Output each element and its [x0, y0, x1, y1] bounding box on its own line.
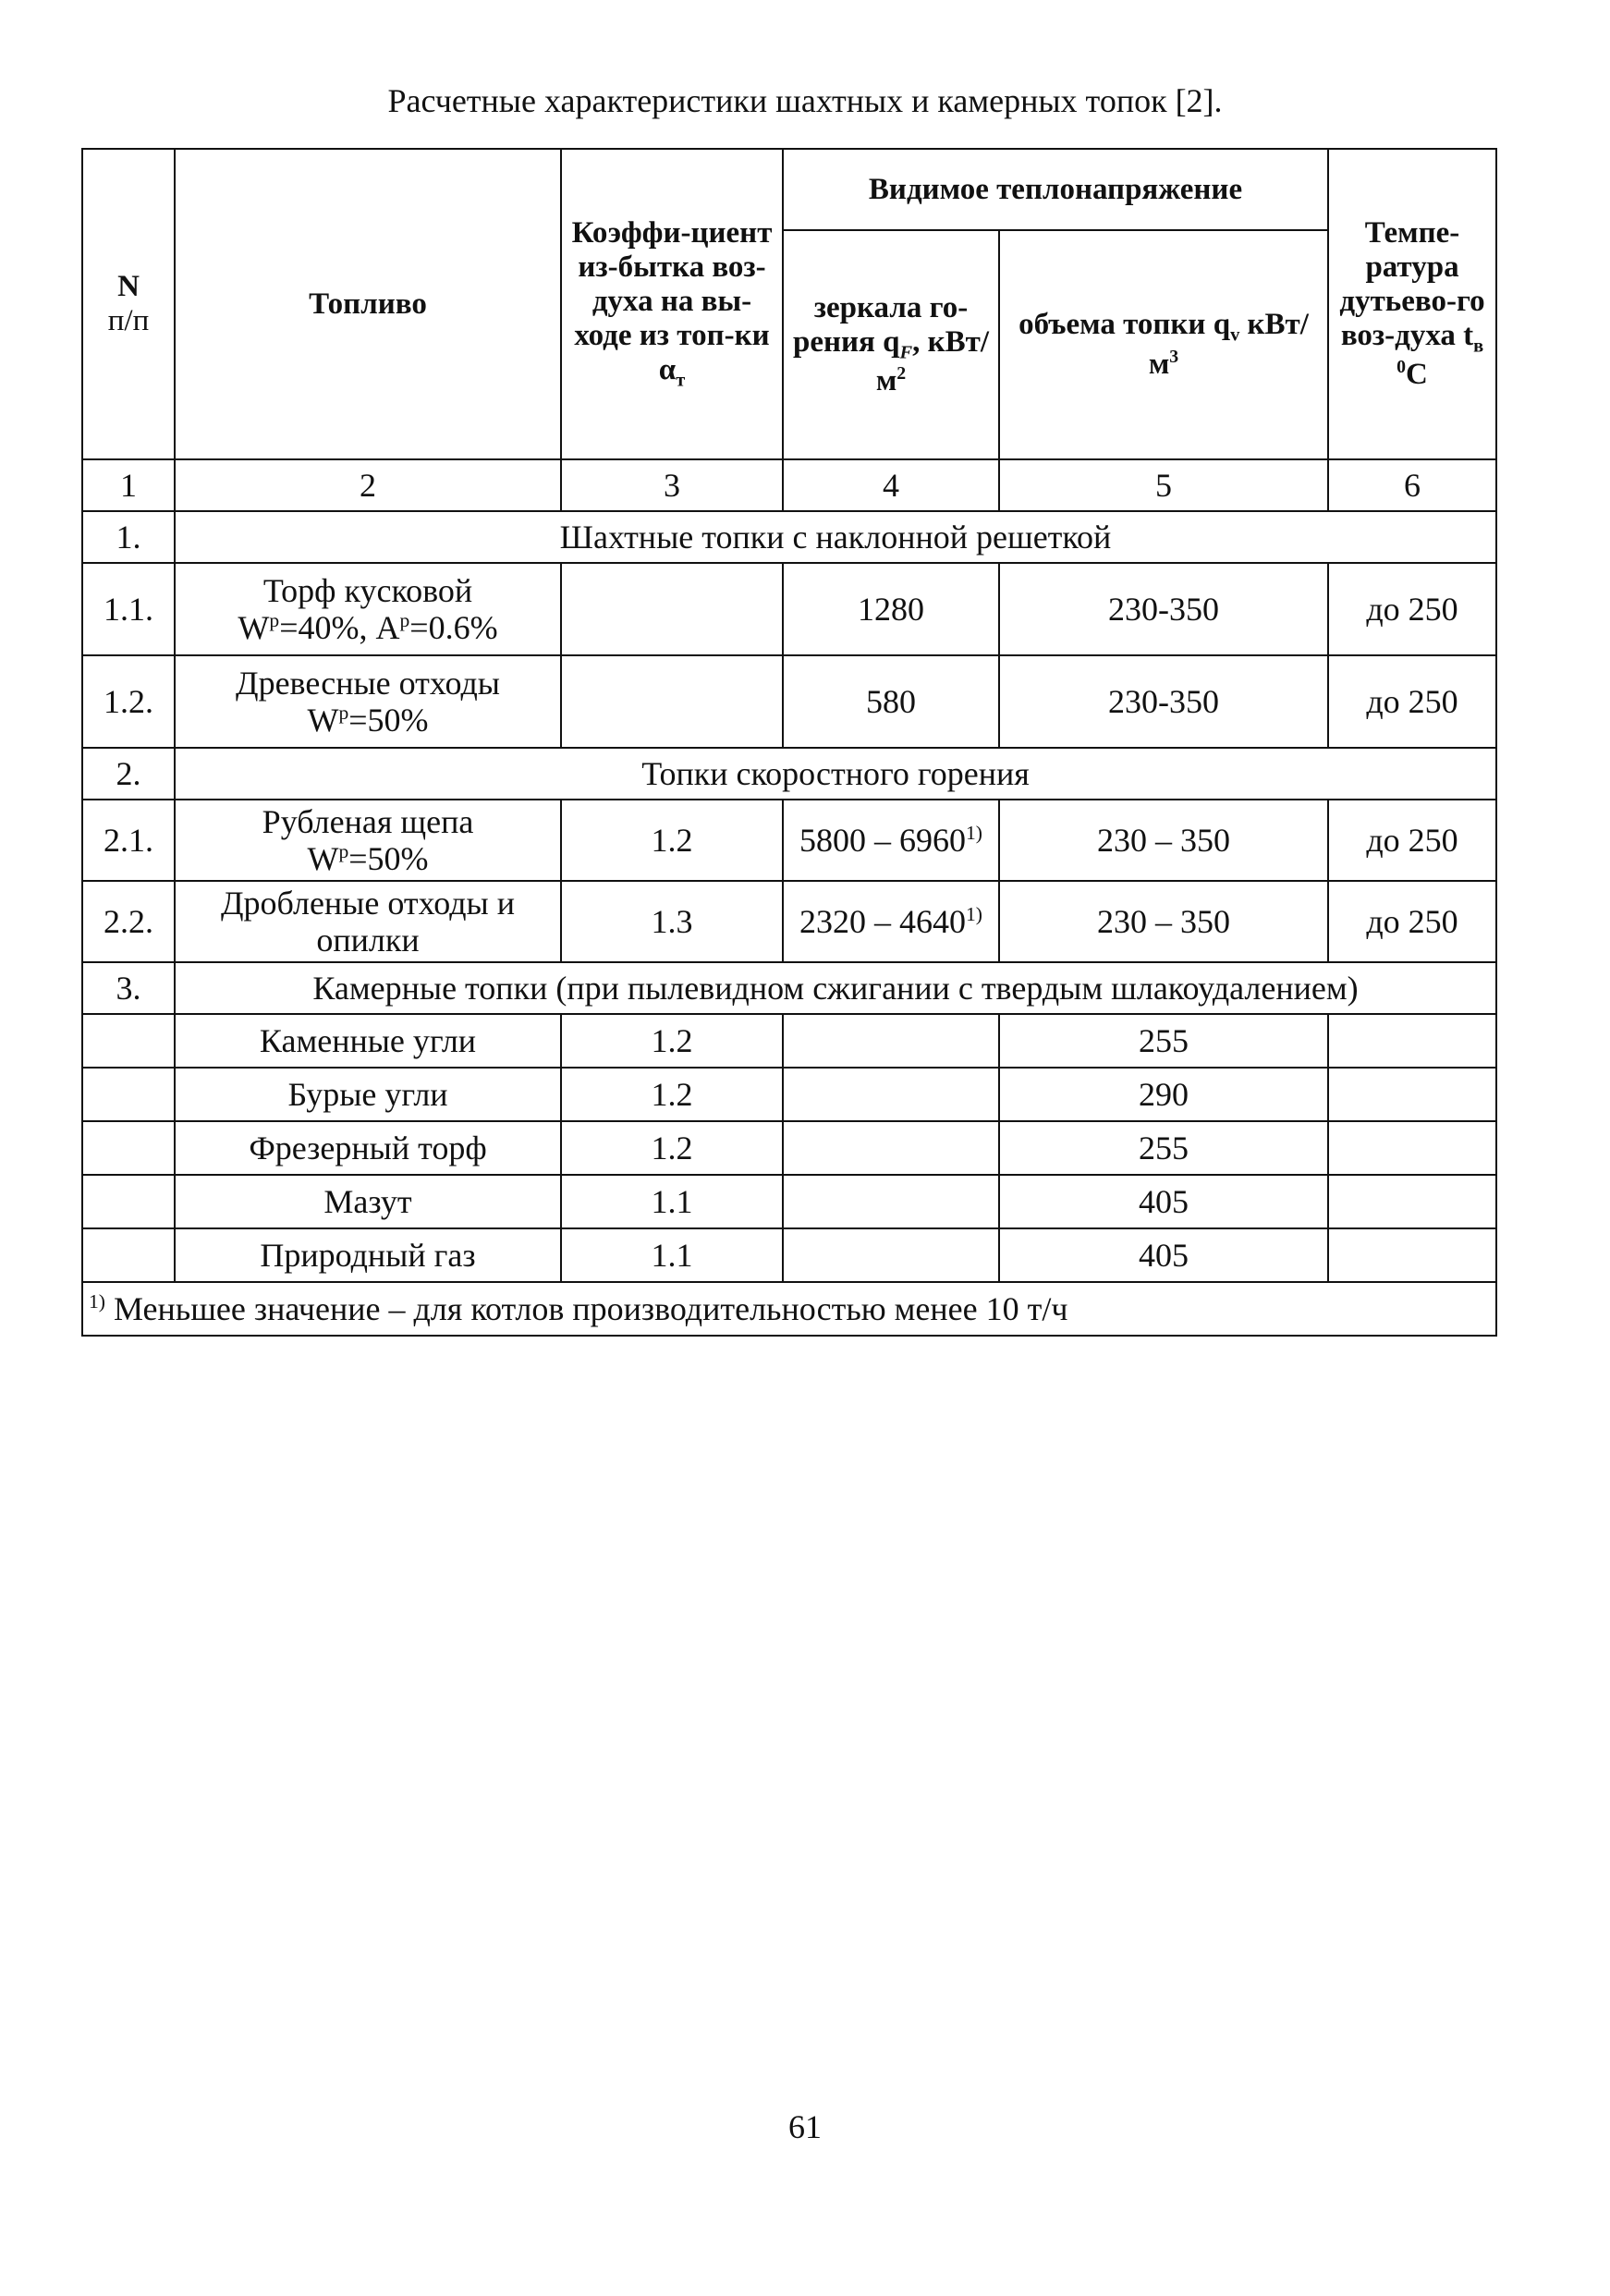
row-coefficient: 1.1: [561, 1175, 783, 1228]
col-index-1: 1: [82, 459, 175, 511]
col-index-3: 3: [561, 459, 783, 511]
fuel-line-1: Древесные отходы: [236, 664, 500, 702]
row-volume: 290: [999, 1068, 1328, 1121]
section-row: [82, 962, 1496, 1014]
row-coefficient: 1.2: [561, 1121, 783, 1175]
section-number: 2.: [82, 748, 175, 800]
table-row: [82, 563, 1496, 655]
table-row: [82, 1068, 1496, 1121]
row-mirror: [783, 881, 999, 962]
row-volume: 405: [999, 1175, 1328, 1228]
row-volume: 230-350: [999, 563, 1328, 655]
fuel-sup: р: [338, 702, 349, 724]
fuel-line-1: Рубленая щепа: [262, 802, 474, 840]
row-fuel: Каменные угли: [175, 1014, 561, 1068]
table-row: [82, 1175, 1496, 1228]
header-mirror-text: зеркала го-рения q: [792, 290, 969, 359]
header-volume-sup: 3: [1169, 346, 1179, 367]
header-temperature-sub: в: [1473, 336, 1484, 357]
column-index-row: [82, 459, 1496, 511]
header-visible-heat: Видимое теплонапряжение: [783, 149, 1328, 230]
furnace-characteristics-table: [81, 148, 1497, 1337]
row-temperature: до 250: [1328, 800, 1496, 881]
fuel-line-2-end: =50%: [348, 702, 429, 739]
header-n: [82, 149, 175, 459]
table-row: [82, 1121, 1496, 1175]
row-number: [82, 1014, 175, 1068]
row-number: [82, 1175, 175, 1228]
table-row: [82, 1228, 1496, 1282]
fuel-line-2: W: [307, 702, 339, 739]
row-number: 1.2.: [82, 655, 175, 748]
row-fuel: Фрезерный торф: [175, 1121, 561, 1175]
row-mirror: [783, 1068, 999, 1121]
fuel-sup: р: [338, 840, 349, 862]
header-temperature: [1328, 149, 1496, 459]
row-temperature: [1328, 1228, 1496, 1282]
mirror-value: 2320 – 4640: [799, 902, 966, 940]
row-coefficient: 1.1: [561, 1228, 783, 1282]
header-temperature-unit: С: [1406, 358, 1428, 392]
footnote-ref: 1): [966, 821, 982, 844]
table-row: [82, 1014, 1496, 1068]
fuel-line-1: Дробленые отходы и: [221, 884, 515, 922]
col-index-5: 5: [999, 459, 1328, 511]
header-volume: [999, 230, 1328, 459]
header-n-sub: п/п: [107, 304, 150, 337]
row-fuel: Мазут: [175, 1175, 561, 1228]
section-title: Шахтные топки с наклонной решеткой: [175, 511, 1496, 563]
row-temperature: до 250: [1328, 563, 1496, 655]
footnote-mark: 1): [89, 1289, 105, 1313]
header-fuel: Топливо: [175, 149, 561, 459]
header-volume-text: объема топки q: [1018, 308, 1231, 342]
row-temperature: [1328, 1068, 1496, 1121]
table-row: [82, 655, 1496, 748]
header-coefficient-sub: т: [676, 370, 686, 391]
header-temperature-text: Темпе-ратура дутьево-го воз-духа t: [1339, 215, 1485, 352]
page-number: 61: [788, 2108, 822, 2145]
section-title: Топки скоростного горения: [175, 748, 1496, 800]
row-number: [82, 1228, 175, 1282]
header-mirror-sup: 2: [896, 363, 907, 385]
row-volume: 230 – 350: [999, 881, 1328, 962]
fuel-sup: р: [269, 609, 280, 631]
fuel-line-2: W: [307, 840, 339, 877]
row-volume: 255: [999, 1014, 1328, 1068]
fuel-line-2-mid: =40%, A: [279, 609, 400, 646]
col-index-4: 4: [783, 459, 999, 511]
col-index-6: 6: [1328, 459, 1496, 511]
row-fuel: [175, 800, 561, 881]
header-volume-sub: v: [1230, 324, 1240, 346]
row-mirror: 580: [783, 655, 999, 748]
header-n-label: N: [117, 270, 140, 304]
col-index-2: 2: [175, 459, 561, 511]
fuel-line-2: опилки: [316, 922, 420, 959]
row-fuel: [175, 655, 561, 748]
row-temperature: до 250: [1328, 655, 1496, 748]
row-mirror: [783, 1175, 999, 1228]
header-row-1: [82, 149, 1496, 230]
row-coefficient: [561, 655, 783, 748]
row-fuel: [175, 881, 561, 962]
row-mirror: [783, 1014, 999, 1068]
row-coefficient: 1.2: [561, 800, 783, 881]
row-volume: 255: [999, 1121, 1328, 1175]
row-volume: 230-350: [999, 655, 1328, 748]
row-number: 2.2.: [82, 881, 175, 962]
footnote-ref: 1): [966, 902, 982, 925]
row-coefficient: 1.3: [561, 881, 783, 962]
row-volume: 405: [999, 1228, 1328, 1282]
row-mirror: [783, 800, 999, 881]
section-title: Камерные топки (при пылевидном сжигании с твердым шлакоудалением): [175, 962, 1496, 1014]
table-row: [82, 881, 1496, 962]
row-coefficient: 1.2: [561, 1014, 783, 1068]
fuel-line-2: W: [238, 609, 270, 646]
row-temperature: [1328, 1014, 1496, 1068]
footnote-text: Меньшее значение – для котлов производительностью менее 10 т/ч: [105, 1289, 1068, 1327]
header-mirror-unit: , кВт/м: [875, 324, 990, 398]
footnote-row: [82, 1282, 1496, 1336]
section-number: 3.: [82, 962, 175, 1014]
fuel-line-2-end: =0.6%: [409, 609, 498, 646]
fuel-line-1: Торф кусковой: [262, 571, 473, 609]
footnote: [82, 1282, 1496, 1336]
section-row: [82, 748, 1496, 800]
row-fuel: [175, 563, 561, 655]
row-mirror: [783, 1228, 999, 1282]
header-mirror: [783, 230, 999, 459]
table-caption: Расчетные характеристики шахтных и камерных топок [2].: [387, 82, 1223, 119]
row-number: 2.1.: [82, 800, 175, 881]
row-mirror: [783, 1121, 999, 1175]
row-number: 1.1.: [82, 563, 175, 655]
header-coefficient-text: Коэффи-циент из-бытка воз-духа на вы-ходе из топ-ки α: [571, 216, 773, 387]
header-coefficient: [561, 149, 783, 459]
row-temperature: [1328, 1121, 1496, 1175]
header-volume-unit: кВт/м: [1148, 308, 1309, 381]
section-number: 1.: [82, 511, 175, 563]
row-mirror: 1280: [783, 563, 999, 655]
row-fuel: Природный газ: [175, 1228, 561, 1282]
row-volume: 230 – 350: [999, 800, 1328, 881]
row-coefficient: 1.2: [561, 1068, 783, 1121]
table-row: [82, 800, 1496, 881]
fuel-line-2-end: =50%: [348, 840, 429, 877]
fuel-sup-2: р: [399, 609, 410, 631]
header-mirror-sub: F: [899, 342, 913, 363]
row-fuel: Бурые угли: [175, 1068, 561, 1121]
row-number: [82, 1121, 175, 1175]
row-temperature: [1328, 1175, 1496, 1228]
section-row: [82, 511, 1496, 563]
row-coefficient: [561, 563, 783, 655]
header-temperature-unit-sup: 0: [1397, 357, 1407, 378]
mirror-value: 5800 – 6960: [799, 821, 966, 859]
row-number: [82, 1068, 175, 1121]
row-temperature: до 250: [1328, 881, 1496, 962]
